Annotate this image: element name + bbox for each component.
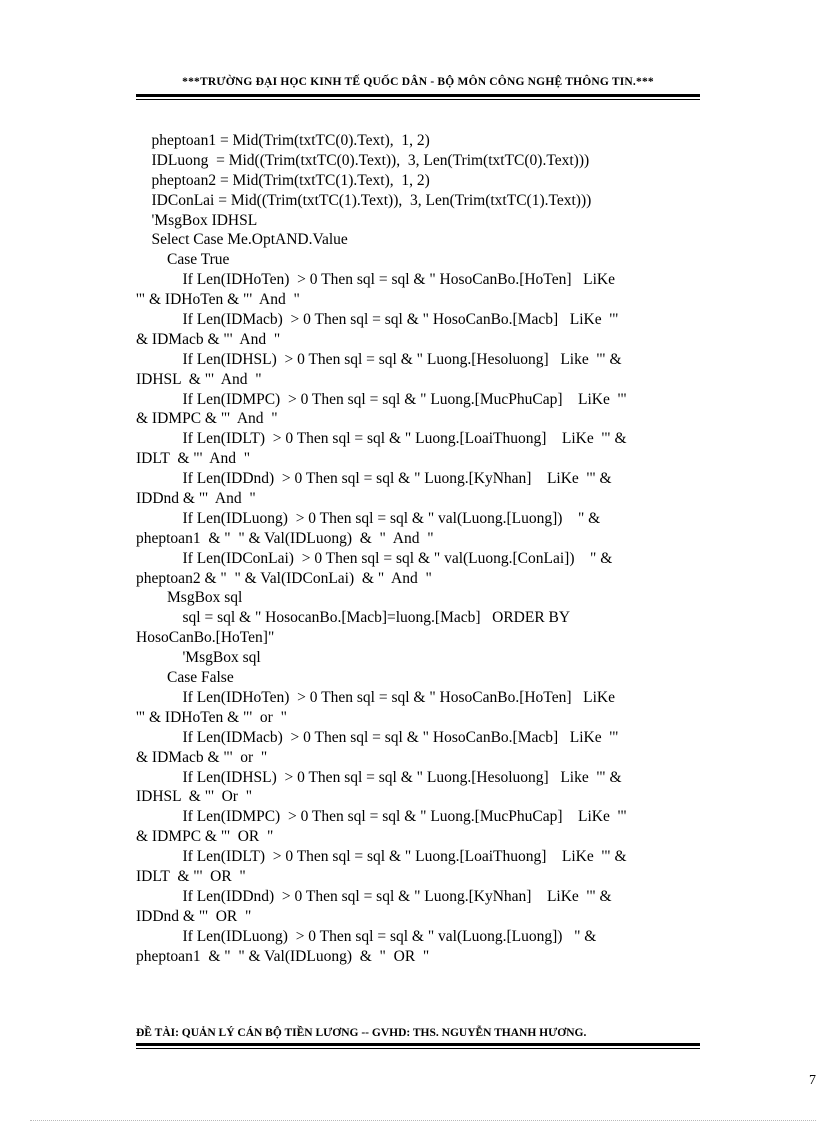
code-line: If Len(IDLuong) > 0 Then sql = sql & " val(Luong.[Luong]) " & bbox=[136, 509, 601, 527]
code-line: pheptoan2 & " " & Val(IDConLai) & " And " bbox=[136, 569, 432, 587]
code-line: If Len(IDHoTen) > 0 Then sql = sql & " HosoCanBo.[HoTen] LiKe bbox=[136, 271, 615, 289]
code-line: IDHSL & "' And " bbox=[136, 370, 262, 388]
code-line: IDLT & "' And " bbox=[136, 450, 251, 468]
code-line: pheptoan2 = Mid(Trim(txtTC(1).Text), 1, 2) bbox=[136, 171, 430, 189]
code-line: If Len(IDMacb) > 0 Then sql = sql & " HosoCanBo.[Macb] LiKe '" bbox=[136, 728, 619, 746]
code-line: '" & IDHoTen & "' And " bbox=[136, 291, 300, 309]
code-line: IDConLai = Mid((Trim(txtTC(1).Text)), 3, Len(Trim(txtTC(1).Text))) bbox=[136, 191, 592, 209]
code-line: IDHSL & "' Or " bbox=[136, 788, 253, 806]
code-line: If Len(IDLT) > 0 Then sql = sql & " Luong.[LoaiThuong] LiKe '" & bbox=[136, 430, 627, 448]
code-line: IDDnd & "' OR " bbox=[136, 907, 252, 925]
header-rule-thin bbox=[136, 99, 700, 100]
code-line: If Len(IDConLai) > 0 Then sql = sql & " val(Luong.[ConLai]) " & bbox=[136, 549, 613, 567]
code-line: Case False bbox=[136, 669, 234, 687]
code-line: Case True bbox=[136, 251, 230, 269]
header-rule-thick bbox=[136, 94, 700, 97]
code-line: & IDMPC & "' OR " bbox=[136, 828, 274, 846]
code-line: HosoCanBo.[HoTen]" bbox=[136, 629, 275, 647]
code-line: If Len(IDMPC) > 0 Then sql = sql & " Luong.[MucPhuCap] LiKe '" bbox=[136, 808, 627, 826]
code-line: MsgBox sql bbox=[136, 589, 243, 607]
code-line: If Len(IDHSL) > 0 Then sql = sql & " Luong.[Hesoluong] Like '" & bbox=[136, 768, 622, 786]
code-line: IDDnd & "' And " bbox=[136, 490, 256, 508]
code-line: 'MsgBox IDHSL bbox=[136, 211, 258, 229]
code-line: & IDMPC & "' And " bbox=[136, 410, 278, 428]
code-line: If Len(IDMacb) > 0 Then sql = sql & " HosoCanBo.[Macb] LiKe '" bbox=[136, 311, 619, 329]
footer-rule-thick bbox=[136, 1043, 700, 1046]
code-line: pheptoan1 & " " & Val(IDLuong) & " And " bbox=[136, 529, 434, 547]
code-line: pheptoan1 & " " & Val(IDLuong) & " OR " bbox=[136, 947, 430, 965]
code-line: Select Case Me.OptAND.Value bbox=[136, 231, 348, 249]
page-header: ***TRƯỜNG ĐẠI HỌC KINH TẾ QUỐC DÂN - BỘ MÔN CÔNG NGHỆ THÔNG TIN.*** bbox=[182, 76, 654, 88]
code-line: If Len(IDDnd) > 0 Then sql = sql & " Luong.[KyNhan] LiKe '" & bbox=[136, 470, 612, 488]
code-block bbox=[136, 131, 706, 966]
code-line: If Len(IDDnd) > 0 Then sql = sql & " Luong.[KyNhan] LiKe '" & bbox=[136, 887, 612, 905]
code-line: IDLT & "' OR " bbox=[136, 867, 246, 885]
code-line: & IDMacb & "' And " bbox=[136, 330, 281, 348]
page-footer: ĐỀ TÀI: QUẢN LÝ CÁN BỘ TIỀN LƯƠNG -- GVHD: THS. NGUYỄN THANH HƯƠNG. bbox=[136, 1027, 587, 1039]
code-line: '" & IDHoTen & "' or " bbox=[136, 708, 287, 726]
page-number: 7 bbox=[809, 1073, 816, 1088]
code-line: & IDMacb & "' or " bbox=[136, 748, 268, 766]
page-edge-divider bbox=[30, 1120, 816, 1121]
footer-rule-thin bbox=[136, 1048, 700, 1049]
code-line: If Len(IDHSL) > 0 Then sql = sql & " Luong.[Hesoluong] Like '" & bbox=[136, 350, 622, 368]
code-line: sql = sql & " HosocanBo.[Macb]=luong.[Macb] ORDER BY bbox=[136, 609, 571, 627]
code-line: If Len(IDLuong) > 0 Then sql = sql & " val(Luong.[Luong]) " & bbox=[136, 927, 597, 945]
code-line: If Len(IDMPC) > 0 Then sql = sql & " Luong.[MucPhuCap] LiKe '" bbox=[136, 390, 627, 408]
code-line: 'MsgBox sql bbox=[136, 649, 261, 667]
code-line: If Len(IDHoTen) > 0 Then sql = sql & " HosoCanBo.[HoTen] LiKe bbox=[136, 688, 615, 706]
code-line: pheptoan1 = Mid(Trim(txtTC(0).Text), 1, 2) bbox=[136, 132, 430, 149]
code-line: IDLuong = Mid((Trim(txtTC(0).Text)), 3, Len(Trim(txtTC(0).Text))) bbox=[136, 151, 590, 169]
code-line: If Len(IDLT) > 0 Then sql = sql & " Luong.[LoaiThuong] LiKe '" & bbox=[136, 848, 627, 866]
